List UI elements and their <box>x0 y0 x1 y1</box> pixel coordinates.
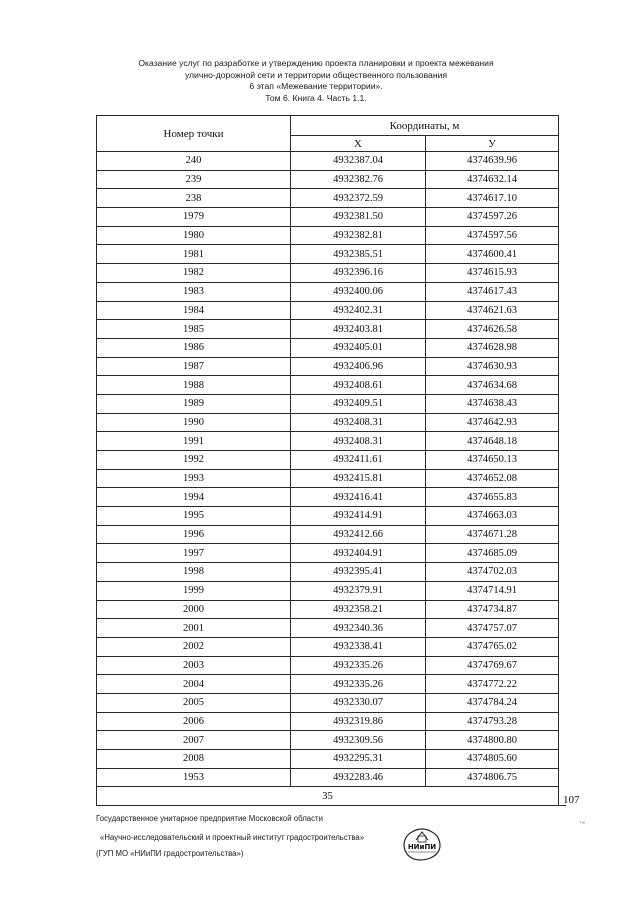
coordinates-table <box>96 115 559 806</box>
y-coordinate-cell: 4374734.87 <box>426 600 559 619</box>
point-number-cell: 1991 <box>97 432 291 451</box>
table-row <box>97 768 559 787</box>
point-number-cell: 240 <box>97 152 291 171</box>
point-number-cell: 1999 <box>97 581 291 600</box>
x-coordinate-cell: 4932335.26 <box>291 656 426 675</box>
y-coordinate-cell: 4374615.93 <box>426 264 559 283</box>
x-coordinate-cell: 4932396.16 <box>291 264 426 283</box>
y-coordinate-cell: 4374642.93 <box>426 413 559 432</box>
point-number-cell: 1994 <box>97 488 291 507</box>
x-coordinate-cell: 4932381.50 <box>291 208 426 227</box>
table-row <box>97 338 559 357</box>
x-coordinate-cell: 4932400.06 <box>291 282 426 301</box>
point-number-cell: 2002 <box>97 637 291 656</box>
x-coordinate-cell: 4932338.41 <box>291 637 426 656</box>
table-row <box>97 656 559 675</box>
y-coordinate-cell: 4374806.75 <box>426 768 559 787</box>
y-coordinate-cell: 4374626.58 <box>426 320 559 339</box>
y-coordinate-cell: 4374800.80 <box>426 731 559 750</box>
table-row <box>97 152 559 171</box>
point-number-cell: 1983 <box>97 282 291 301</box>
point-number-cell: 1989 <box>97 394 291 413</box>
header-y: У <box>426 136 559 152</box>
x-coordinate-cell: 4932335.26 <box>291 675 426 694</box>
y-coordinate-cell: 4374597.26 <box>426 208 559 227</box>
x-coordinate-cell: 4932408.31 <box>291 413 426 432</box>
point-number-cell: 1985 <box>97 320 291 339</box>
header-line-2: улично-дорожной сети и территории общественного пользования <box>184 69 448 80</box>
x-coordinate-cell: 4932412.66 <box>291 525 426 544</box>
y-coordinate-cell: 4374597.56 <box>426 226 559 245</box>
table-row <box>97 488 559 507</box>
footer-line-3: (ГУП МО «НИиПИ градостроительства») <box>96 849 244 858</box>
x-coordinate-cell: 4932404.91 <box>291 544 426 563</box>
table-row <box>97 357 559 376</box>
y-coordinate-cell: 4374638.43 <box>426 394 559 413</box>
point-number-cell: 2006 <box>97 712 291 731</box>
x-coordinate-cell: 4932408.61 <box>291 376 426 395</box>
footer-divider <box>96 805 566 806</box>
x-coordinate-cell: 4932405.01 <box>291 338 426 357</box>
x-coordinate-cell: 4932414.91 <box>291 507 426 526</box>
x-coordinate-cell: 4932406.96 <box>291 357 426 376</box>
y-coordinate-cell: 4374757.07 <box>426 619 559 638</box>
table-row <box>97 712 559 731</box>
y-coordinate-cell: 4374769.67 <box>426 656 559 675</box>
y-coordinate-cell: 4374617.10 <box>426 189 559 208</box>
table-row <box>97 226 559 245</box>
x-coordinate-cell: 4932379.91 <box>291 581 426 600</box>
y-coordinate-cell: 4374650.13 <box>426 451 559 470</box>
x-coordinate-cell: 4932395.41 <box>291 563 426 582</box>
niipi-logo-icon <box>398 822 446 864</box>
header-line-1: Оказание услуг по разработке и утверждению проекта планировки и проекта межевания <box>138 58 494 68</box>
point-number-cell: 1981 <box>97 245 291 264</box>
y-coordinate-cell: 4374685.09 <box>426 544 559 563</box>
table-row <box>97 245 559 264</box>
point-number-cell: 1998 <box>97 563 291 582</box>
x-coordinate-cell: 4932319.86 <box>291 712 426 731</box>
x-coordinate-cell: 4932408.31 <box>291 432 426 451</box>
point-number-cell: 239 <box>97 170 291 189</box>
table-body <box>97 152 559 787</box>
table-row <box>97 264 559 283</box>
point-number-cell: 238 <box>97 189 291 208</box>
table-row <box>97 320 559 339</box>
table-row <box>97 189 559 208</box>
y-coordinate-cell: 4374765.02 <box>426 637 559 656</box>
y-coordinate-cell: 4374702.03 <box>426 563 559 582</box>
table-row <box>97 619 559 638</box>
x-coordinate-cell: 4932403.81 <box>291 320 426 339</box>
table-row <box>97 544 559 563</box>
table-total-count: 35 <box>97 787 559 806</box>
x-coordinate-cell: 4932415.81 <box>291 469 426 488</box>
y-coordinate-cell: 4374772.22 <box>426 675 559 694</box>
point-number-cell: 1984 <box>97 301 291 320</box>
logo-text: НИиПИ <box>407 843 437 851</box>
point-number-cell: 1986 <box>97 338 291 357</box>
point-number-cell: 1995 <box>97 507 291 526</box>
point-number-cell: 1979 <box>97 208 291 227</box>
table-row <box>97 282 559 301</box>
x-coordinate-cell: 4932385.51 <box>291 245 426 264</box>
point-number-cell: 2005 <box>97 693 291 712</box>
corner-mark: ·- <box>579 818 586 828</box>
y-coordinate-cell: 4374714.91 <box>426 581 559 600</box>
footer <box>96 812 364 860</box>
y-coordinate-cell: 4374655.83 <box>426 488 559 507</box>
x-coordinate-cell: 4932387.04 <box>291 152 426 171</box>
point-number-cell: 2003 <box>97 656 291 675</box>
footer-line-1: Государственное унитарное предприятие Московской области <box>96 814 323 823</box>
x-coordinate-cell: 4932340.36 <box>291 619 426 638</box>
page-number: 107 <box>563 794 580 806</box>
y-coordinate-cell: 4374617.43 <box>426 282 559 301</box>
table-row <box>97 507 559 526</box>
point-number-cell: 1988 <box>97 376 291 395</box>
table-row <box>97 637 559 656</box>
point-number-cell: 1993 <box>97 469 291 488</box>
y-coordinate-cell: 4374621.63 <box>426 301 559 320</box>
y-coordinate-cell: 4374600.41 <box>426 245 559 264</box>
y-coordinate-cell: 4374793.28 <box>426 712 559 731</box>
point-number-cell: 1992 <box>97 451 291 470</box>
table-row <box>97 600 559 619</box>
point-number-cell: 1953 <box>97 768 291 787</box>
y-coordinate-cell: 4374628.98 <box>426 338 559 357</box>
y-coordinate-cell: 4374784.24 <box>426 693 559 712</box>
x-coordinate-cell: 4932382.76 <box>291 170 426 189</box>
table-row <box>97 376 559 395</box>
table-row <box>97 693 559 712</box>
x-coordinate-cell: 4932358.21 <box>291 600 426 619</box>
table-row <box>97 170 559 189</box>
point-number-cell: 1987 <box>97 357 291 376</box>
x-coordinate-cell: 4932295.31 <box>291 750 426 769</box>
x-coordinate-cell: 4932409.51 <box>291 394 426 413</box>
y-coordinate-cell: 4374671.28 <box>426 525 559 544</box>
x-coordinate-cell: 4932309.56 <box>291 731 426 750</box>
header-coordinates: Координаты, м <box>291 116 559 136</box>
x-coordinate-cell: 4932416.41 <box>291 488 426 507</box>
header-point-number: Номер точки <box>97 116 291 152</box>
point-number-cell: 2008 <box>97 750 291 769</box>
table-row <box>97 394 559 413</box>
table-row <box>97 432 559 451</box>
x-coordinate-cell: 4932372.59 <box>291 189 426 208</box>
table-row <box>97 469 559 488</box>
point-number-cell: 2007 <box>97 731 291 750</box>
table-row <box>97 581 559 600</box>
table-row <box>97 750 559 769</box>
point-number-cell: 2004 <box>97 675 291 694</box>
table-row <box>97 301 559 320</box>
x-coordinate-cell: 4932402.31 <box>291 301 426 320</box>
table-row <box>97 563 559 582</box>
x-coordinate-cell: 4932411.61 <box>291 451 426 470</box>
y-coordinate-cell: 4374639.96 <box>426 152 559 171</box>
header-line-4: Том 6. Книга 4. Часть 1.1. <box>265 92 367 103</box>
table-row <box>97 451 559 470</box>
table-row <box>97 731 559 750</box>
point-number-cell: 2000 <box>97 600 291 619</box>
point-number-cell: 1980 <box>97 226 291 245</box>
point-number-cell: 2001 <box>97 619 291 638</box>
table-row <box>97 208 559 227</box>
y-coordinate-cell: 4374648.18 <box>426 432 559 451</box>
x-coordinate-cell: 4932382.81 <box>291 226 426 245</box>
y-coordinate-cell: 4374652.08 <box>426 469 559 488</box>
table-row <box>97 413 559 432</box>
header-line-3: 6 этап «Межевание территории». <box>249 81 383 91</box>
document-header <box>0 58 632 104</box>
point-number-cell: 1990 <box>97 413 291 432</box>
y-coordinate-cell: 4374630.93 <box>426 357 559 376</box>
y-coordinate-cell: 4374634.68 <box>426 376 559 395</box>
point-number-cell: 1997 <box>97 544 291 563</box>
table-row <box>97 525 559 544</box>
y-coordinate-cell: 4374805.60 <box>426 750 559 769</box>
point-number-cell: 1982 <box>97 264 291 283</box>
y-coordinate-cell: 4374632.14 <box>426 170 559 189</box>
footer-line-2: «Научно-исследовательский и проектный институт градостроительства» <box>100 833 365 842</box>
table-row <box>97 675 559 694</box>
y-coordinate-cell: 4374663.03 <box>426 507 559 526</box>
header-x: X <box>291 136 426 152</box>
x-coordinate-cell: 4932330.07 <box>291 693 426 712</box>
x-coordinate-cell: 4932283.46 <box>291 768 426 787</box>
point-number-cell: 1996 <box>97 525 291 544</box>
